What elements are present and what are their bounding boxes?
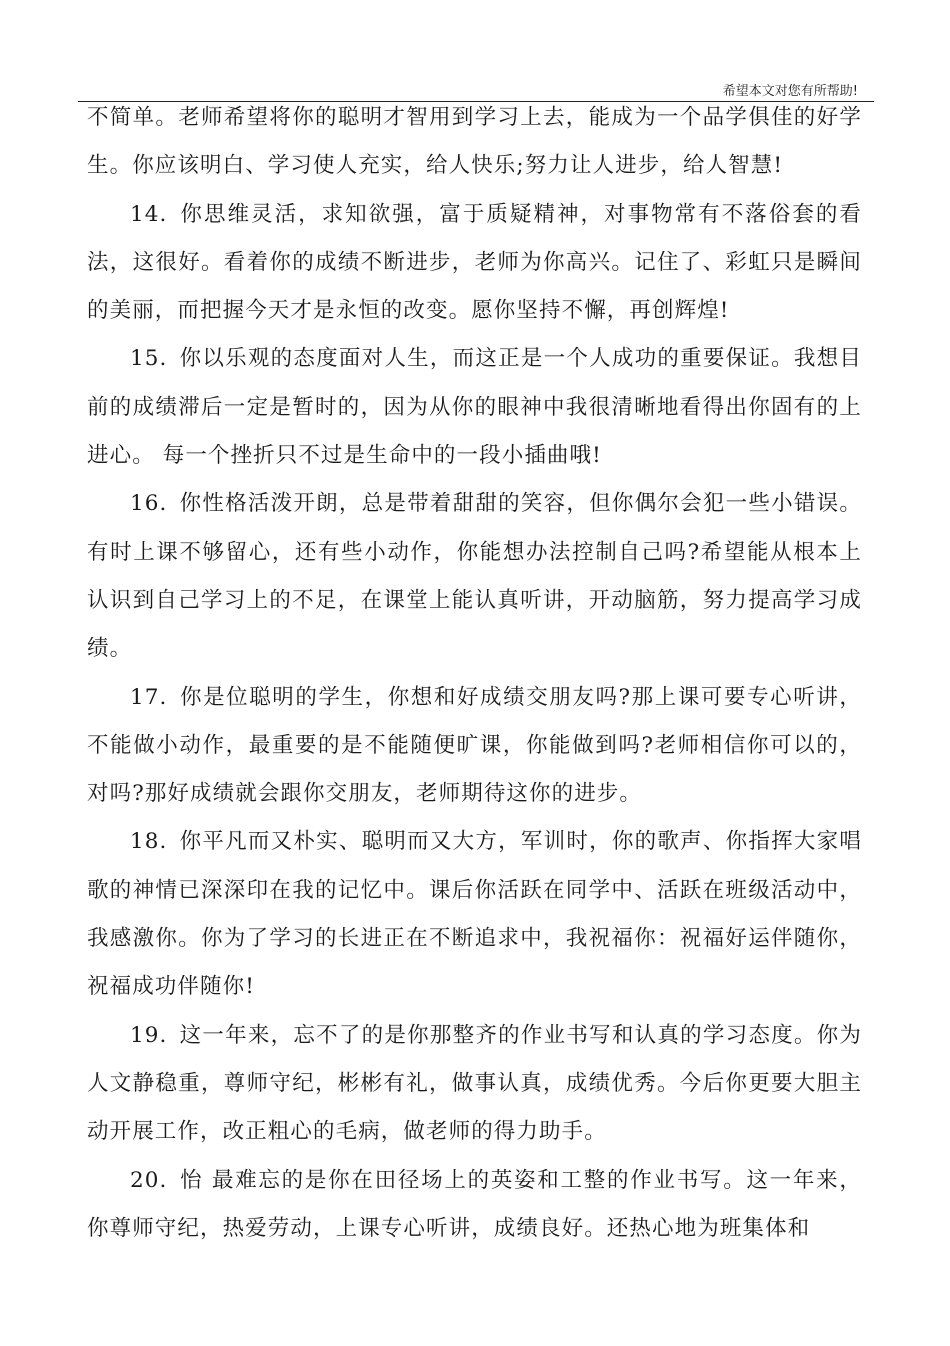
paragraph-text: 这一年来，忘不了的是你那整齐的作业书写和认真的学习态度。你为人文静稳重，尊师守纪，彬彬有礼，做事认真，成绩优秀。今后你更要大胆主动开展工作，改正粗心的毛病，做老师的得力助手。 <box>87 1022 862 1145</box>
paragraph-number: 17. <box>130 684 168 710</box>
page-header-text: 希望本文对您有所帮助! <box>722 84 858 99</box>
paragraph-item-14 <box>87 191 862 336</box>
paragraph-number: 19. <box>130 1022 168 1048</box>
paragraph-item-19 <box>87 1012 862 1157</box>
paragraph-item-15 <box>87 335 862 480</box>
paragraph-continued <box>87 94 862 191</box>
paragraph-number: 20. <box>130 1167 168 1193</box>
paragraph-item-20 <box>87 1157 862 1254</box>
paragraph-text: 你是位聪明的学生，你想和好成绩交朋友吗?那上课可要专心听讲，不能做小动作，最重要的是不能随便旷课，你能做到吗?老师相信你可以的，对吗?那好成绩就会跟你交朋友，老师期待这你的进步。 <box>87 684 862 807</box>
paragraph-number: 15. <box>130 346 168 372</box>
paragraph-item-16 <box>87 480 862 673</box>
paragraph-item-18 <box>87 818 862 1011</box>
paragraph-number: 14. <box>130 201 168 227</box>
paragraph-text: 你平凡而又朴实、聪明而又大方，军训时，你的歌声、你指挥大家唱歌的神情已深深印在我的记忆中。课后你活跃在同学中、活跃在班级活动中，我感激你。你为了学习的长进正在不断追求中，我祝福你：祝福好运伴随你，祝福成功伴随你! <box>87 829 862 1000</box>
paragraph-text: 你思维灵活，求知欲强，富于质疑精神，对事物常有不落俗套的看法，这很好。看着你的成绩不断进步，老师为你高兴。记住了、彩虹只是瞬间的美丽，而把握今天才是永恒的改变。愿你坚持不懈，再创辉煌! <box>87 201 862 324</box>
paragraph-number: 18. <box>130 829 168 855</box>
paragraph-text: 你以乐观的态度面对人生，而这正是一个人成功的重要保证。我想目前的成绩滞后一定是暂时的，因为从你的眼神中我很清晰地看得出你固有的上进心。 每一个挫折只不过是生命中的一段小插曲哦! <box>87 346 862 469</box>
paragraph-text: 怡 最难忘的是你在田径场上的英姿和工整的作业书写。这一年来，你尊师守纪，热爱劳动，上课专心听讲，成绩良好。还热心地为班集体和 <box>87 1167 862 1241</box>
paragraph-number: 16. <box>130 491 168 517</box>
paragraph-item-17 <box>87 674 862 819</box>
paragraph-text: 不简单。老师希望将你的聪明才智用到学习上去，能成为一个品学俱佳的好学生。你应该明白、学习使人充实，给人快乐;努力让人进步，给人智慧! <box>87 105 862 179</box>
paragraph-text: 你性格活泼开朗，总是带着甜甜的笑容，但你偶尔会犯一些小错误。有时上课不够留心，还有些小动作，你能想办法控制自己吗?希望能从根本上认识到自己学习上的不足，在课堂上能认真听讲，开动脑筋，努力提高学习成绩。 <box>87 491 862 662</box>
document-body <box>87 94 862 1253</box>
